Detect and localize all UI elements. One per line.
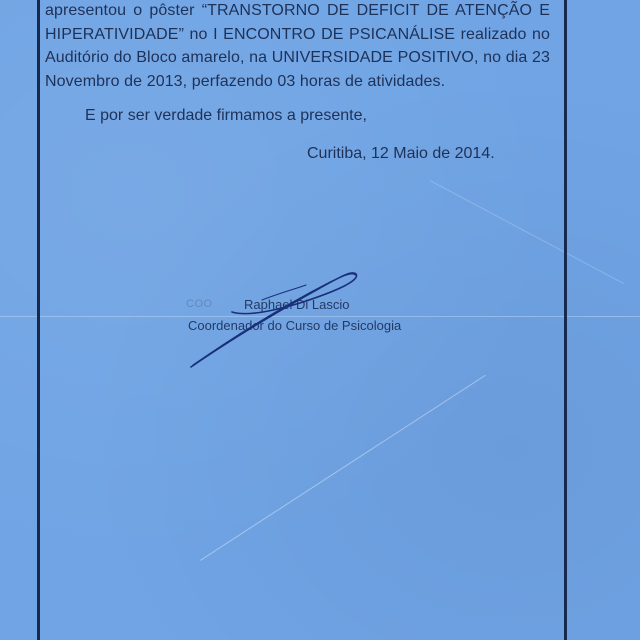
paragraph-line: apresentou o pôster “TRANSTORNO DE DEFICIT DE ATENÇÃO E <box>45 2 550 19</box>
paragraph-line: HIPERATIVIDADE” no I ENCONTRO DE PSICANÁLISE realizado no <box>45 25 550 43</box>
signer-name: Raphael Di Lascio <box>244 297 350 312</box>
paper-fold-horizontal <box>0 316 640 317</box>
faint-stamp-text: COO <box>186 298 213 310</box>
frame-border-right <box>564 0 567 640</box>
paper-fold-diagonal-lower <box>200 375 486 561</box>
place-and-date: Curitiba, 12 Maio de 2014. <box>307 145 495 162</box>
closing-statement: E por ser verdade firmamos a presente, <box>85 107 367 124</box>
signer-title: Coordenador do Curso de Psicologia <box>188 318 402 333</box>
frame-border-left <box>37 0 40 640</box>
paragraph-line: Novembro de 2013, perfazendo 03 horas de atividades. <box>45 72 446 90</box>
certificate-body-paragraph <box>45 0 550 93</box>
paragraph-line: Auditório do Bloco amarelo, na UNIVERSIDADE POSITIVO, no dia 23 <box>45 49 550 66</box>
paper-fold-diagonal-upper <box>430 180 625 284</box>
